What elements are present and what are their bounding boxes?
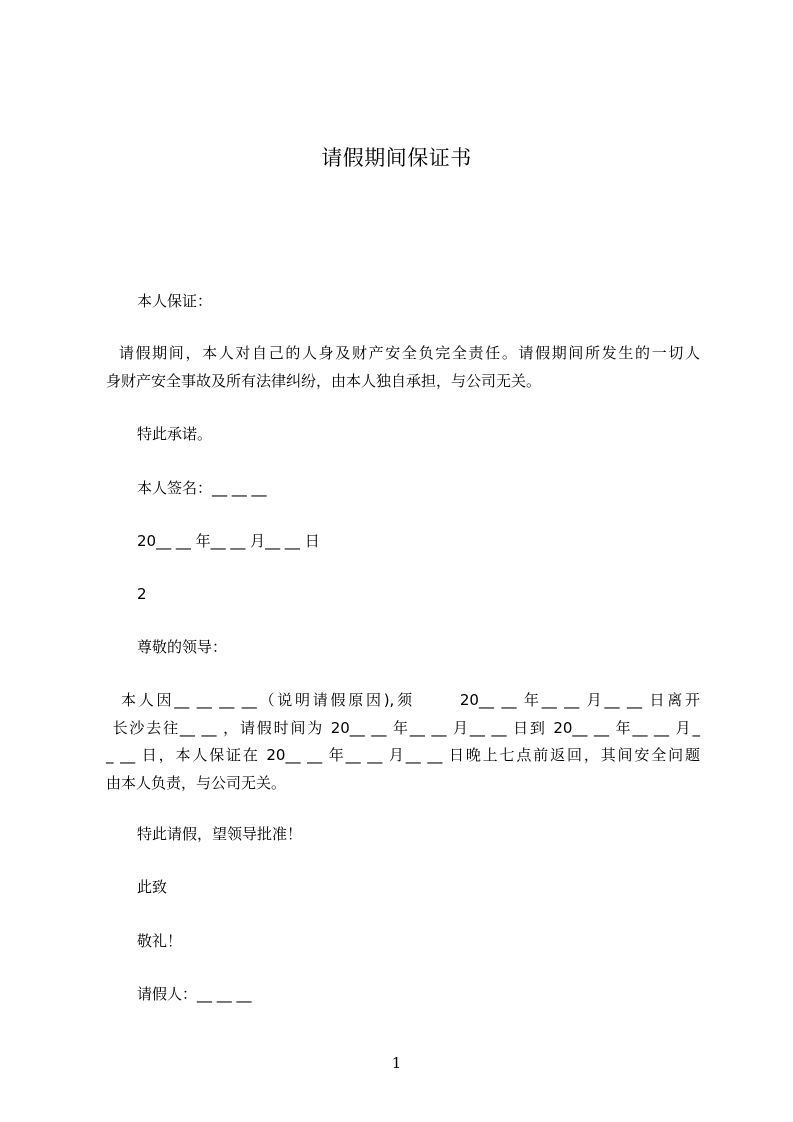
document-title: 请假期间保证书	[321, 146, 472, 170]
closing-line-1: 此致	[137, 878, 168, 896]
leave-body	[106, 687, 700, 797]
section-number: 2	[137, 585, 147, 603]
leave-salutation: 尊敬的领导：	[137, 638, 228, 656]
page-number: 1	[391, 1054, 402, 1072]
leave-body-line: 本人因__ __ __ __（说明请假原因),须 20__ __ 年__ __ 月__ __ 日离开	[106, 691, 700, 709]
closing-line-2: 敬礼！	[137, 932, 183, 950]
guarantee-body	[106, 340, 700, 395]
date-line: 20__ __ 年__ __ 月__ __ 日	[137, 532, 320, 550]
guarantee-body-line: 请假期间，本人对自己的人身及财产安全负完全责任。请假期间所发生的一切人	[106, 344, 700, 362]
guarantee-salutation: 本人保证：	[137, 292, 213, 310]
guarantee-pledge: 特此承诺。	[137, 425, 213, 443]
leave-body-line: _ __ 日，本人保证在 20__ __ 年__ __ 月__ __ 日晚上七点前返回，其间安全问题	[106, 746, 700, 764]
leave-body-line: 由本人负责，与公司无关。	[106, 773, 287, 792]
leave-request-line: 特此请假，望领导批准！	[137, 825, 303, 843]
signature-line: 本人签名：__ __ __	[137, 479, 267, 497]
guarantee-body-line: 身财产安全事故及所有法律纠纷，由本人独自承担，与公司无关。	[106, 371, 542, 390]
applicant-line: 请假人：__ __ __	[137, 985, 252, 1003]
leave-body-line: 长沙去往__ __ ，请假时间为 20__ __ 年__ __ 月__ __ 日到 20__ __ 年__ __ 月_	[106, 718, 700, 737]
